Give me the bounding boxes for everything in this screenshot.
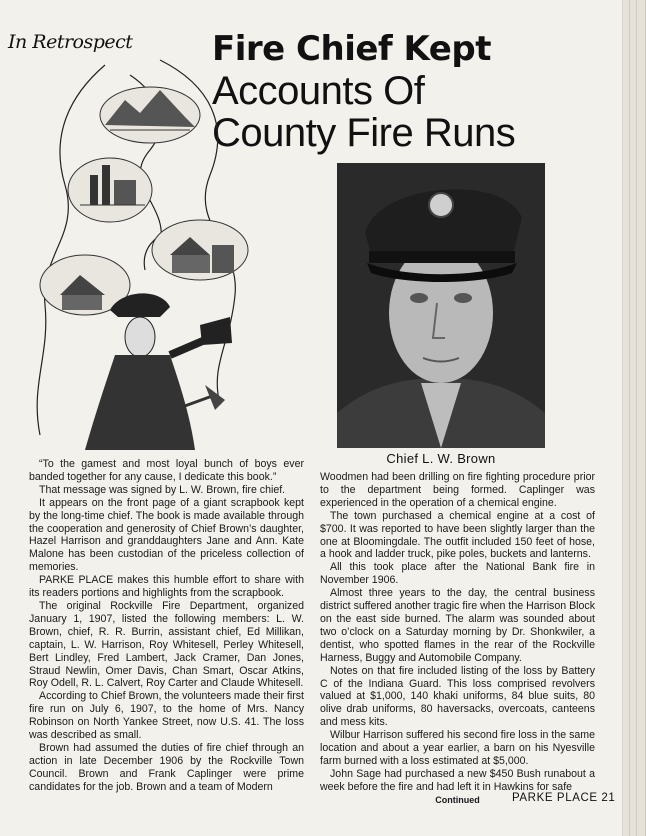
- article-paragraph: Wilbur Harrison suffered his second fire loss in the same location and about a year earlier, a barn on his Nyesville farm burned with a loss estimated at $5,000.: [320, 729, 595, 767]
- article-paragraph: The town purchased a chemical engine at a cost of $700. It was reported to have been slightly larger than the one at Bloomingdale. The outfit included 150 feet of hose, a hook and ladder truck, pike poles, buckets and lanterns.: [320, 509, 595, 561]
- section-kicker: In Retrospect: [8, 31, 133, 53]
- article-paragraph: According to Chief Brown, the volunteers made their first fire run on July 6, 1907, to the home of Mrs. Nancy Robinson on North Yankee Street, now U.S. 41. The loss was described as small.: [29, 690, 304, 742]
- article-paragraph: The original Rockville Fire Department, organized January 1, 1907, listed the following members: L. W. Brown, chief, R. R. Burrin, assistant chief, Ed Millikan, captain, L. W. Harrison, Roy Whitesell, Perley Whitesell, Bert Lindley, Fred Lambert, Jack Cramer, Dan Jones, Straud Newlin, Omer Davis, Chan Smart, Oscar Atkins, Roy Odell, R. L. Calvert, Roy Carter and Claude Whitesell.: [29, 599, 304, 690]
- mountain-scene: [100, 87, 200, 143]
- article-paragraph: Brown had assumed the duties of fire chief through an action in late December 1906 by the Rockville Town Council. Brown and Frank Caplinger were prime candidates for the job. Brown and a team of Modern: [29, 741, 304, 793]
- article-paragraph: Woodmen had been drilling on fire fighting procedure prior to the department being formed. Caplinger was experienced in the operation of a chemical engine.: [320, 471, 595, 509]
- firefighter-illustration: [10, 55, 260, 450]
- factory-scene: [68, 158, 152, 222]
- photo-caption: Chief L. W. Brown: [386, 451, 496, 466]
- firefighter-figure: [85, 293, 232, 450]
- article-paragraph: All this took place after the National Bank fire in November 1906.: [320, 561, 595, 587]
- article-paragraph: Almost three years to the day, the central business district suffered another tragic fire when the Harrison Block on the east side burned. The alarm was sounded about two o’clock on a Saturday morning by Dr. Shonkwiler, a dentist, who spotted flames in the rear of the Rockville Harness, Buggy and Automobile Company.: [320, 587, 595, 664]
- house-scene: [152, 220, 248, 280]
- page-edge: [637, 0, 646, 836]
- chief-portrait-photo: [337, 163, 545, 448]
- headline-line-1: Fire Chief Kept: [212, 29, 491, 69]
- article-paragraph: John Sage had purchased a new $450 Bush runabout a week before the fire and had left it in Hawkins for safe: [320, 767, 595, 793]
- article-paragraph: “To the gamest and most loyal bunch of boys ever banded together for any cause, I dedicate this book.”: [29, 458, 304, 483]
- article-paragraph: It appears on the front page of a giant scrapbook kept by the long-time chief. The book is made available through the cooperation and generosity of Chief Brown’s daughter, Hazel Harrison and granddaughters Jane and Ann. Kate Malone has been custodian of the priceless collection of memories.: [29, 496, 304, 574]
- article-paragraph: PARKE PLACE makes this humble effort to share with its readers portions and highlights from the scrapbook.: [29, 574, 304, 600]
- page-footer: PARKE PLACE 21: [512, 792, 616, 804]
- headline-line-3: County Fire Runs: [212, 111, 516, 155]
- article-column-left: [29, 458, 304, 794]
- article-column-right: [320, 471, 595, 807]
- headline: [212, 28, 542, 154]
- article-paragraph: Notes on that fire included listing of the loss by Battery C of the Indiana Guard. This loss comprised revolvers valued at $1,000, 140 khaki uniforms, 84 blue suits, 80 olive drab uniforms, 80 haversacks, overcoats, canteens and mess kits.: [320, 664, 595, 729]
- headline-line-2: Accounts Of: [212, 69, 425, 113]
- page-edge: [630, 0, 637, 836]
- continued-label: Continued: [435, 794, 480, 805]
- page-edge: [623, 0, 630, 836]
- article-paragraph: That message was signed by L. W. Brown, fire chief.: [39, 483, 286, 496]
